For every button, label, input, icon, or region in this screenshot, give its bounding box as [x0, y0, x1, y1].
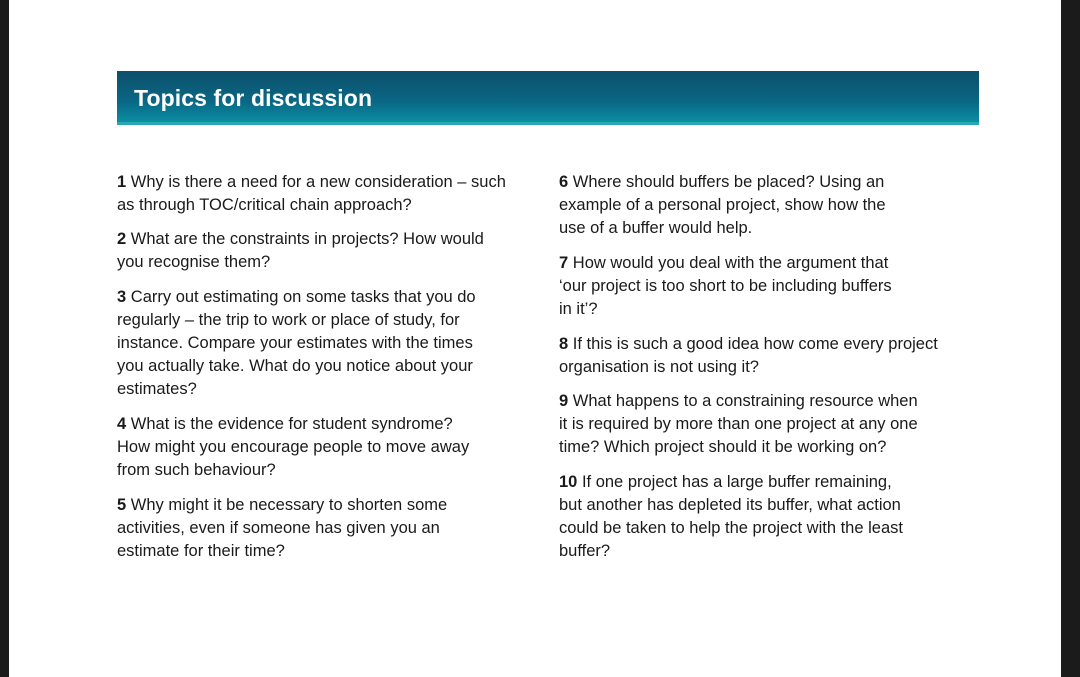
question-item [559, 448, 979, 563]
question-text: What are the constraints in projects? How would you recognise them? [117, 230, 484, 271]
question-text: Why is there a need for a new consideration – such as through TOC/critical chain approach? [117, 173, 506, 214]
question-text: If one project has a large buffer remaining, but another has depleted its buffer, what action could be taken to help the project with the least buffer? [559, 473, 903, 560]
question-item [559, 148, 979, 240]
question-number: 3 [117, 288, 127, 306]
question-number: 7 [559, 254, 569, 272]
question-number: 6 [559, 173, 569, 191]
section-title: Topics for discussion [134, 85, 373, 111]
question-number: 8 [559, 335, 569, 353]
question-number: 1 [117, 173, 127, 191]
section-banner [117, 71, 979, 125]
question-item [117, 263, 549, 401]
question-text: How would you deal with the argument that ‘our project is too short to be including buffers in it’? [559, 254, 892, 318]
question-text: Why might it be necessary to shorten some activities, even if someone has given you an estimate for their time? [117, 496, 448, 560]
question-item [117, 390, 549, 482]
question-number: 9 [559, 392, 569, 410]
question-item [117, 471, 549, 563]
question-number: 2 [117, 230, 127, 248]
question-item [559, 367, 979, 459]
left-scan-border [0, 0, 9, 677]
question-item [559, 229, 979, 321]
question-number: 5 [117, 496, 127, 514]
question-text: If this is such a good idea how come every project organisation is not using it? [559, 335, 938, 376]
question-text: Carry out estimating on some tasks that you do regularly – the trip to work or place of study, for instance. Compare your estimates with the times you actually take. What do you notice about your estimates? [117, 288, 476, 398]
question-number: 10 [559, 473, 578, 491]
question-text: What is the evidence for student syndrome? How might you encourage people to move away from such behaviour? [117, 415, 470, 479]
question-number: 4 [117, 415, 127, 433]
question-text: What happens to a constraining resource when it is required by more than one project at any one time? Which project should it be working on? [559, 392, 918, 456]
right-scan-border [1061, 0, 1080, 677]
question-text: Where should buffers be placed? Using an example of a personal project, show how the use of a buffer would help. [559, 173, 886, 237]
